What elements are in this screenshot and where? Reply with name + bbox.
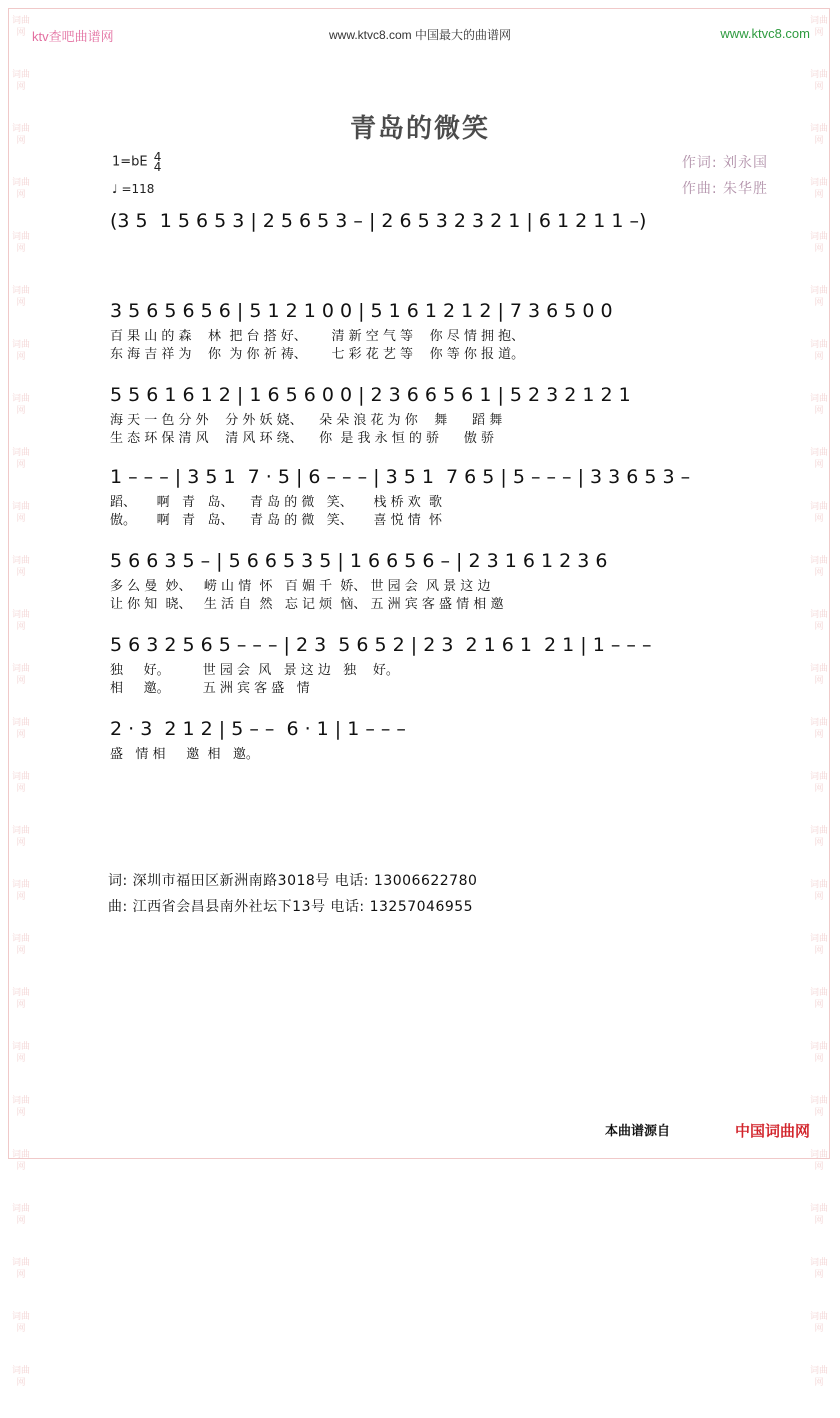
note-line: 5 6 3 2 5 6 5 – – – | 2 3 5 6 5 2 | 2 3 2 1 6 1 2 1 | 1 – – – [110,634,652,656]
lyric-line-2: 让 你 知 晓、 生 活 自 然 忘 记 烦 恼、 五 洲 宾 客 盛 情 相 邀 [110,597,504,612]
staff-row [110,208,750,238]
lyric-line-2: 傲。 啊 青 岛、 青 岛 的 微 笑、 喜 悦 情 怀 [110,513,442,528]
lyricist-contact: 词: 深圳市福田区新洲南路3018号 电话: 13006622780 [108,873,478,889]
staff-row [110,548,750,614]
watermark-text: 词曲网 [11,933,30,955]
watermark-text: 词曲网 [11,231,30,253]
staff-row [110,298,750,364]
time-signature-top: 4 [153,150,162,164]
watermark-text: 词曲网 [11,501,30,523]
site-brand-right[interactable]: www.ktvc8.com [720,26,810,41]
note-line: 5 5 6 1 6 1 2 | 1 6 5 6 0 0 | 2 3 6 6 5 6 1 | 5 2 3 2 1 2 1 [110,384,631,406]
tempo-marking: ♩ =118 [112,182,155,196]
watermark-text: 词曲网 [809,1149,828,1171]
watermark-text: 词曲网 [11,123,30,145]
watermark-text: 词曲网 [11,1149,30,1171]
lyric-line-1: 海 天 一 色 分 外 分 外 妖 娆、 朵 朵 浪 花 为 你 舞 蹈 舞 [110,413,503,428]
note-line: (3 5 1 5 6 5 3 | 2 5 6 5 3 – | 2 6 5 3 2 3 2 1 | 6 1 2 1 1 –) [110,210,647,232]
watermark-text: 词曲网 [809,15,828,37]
lyric-line-2: 相 邀。 五 洲 宾 客 盛 情 [110,681,310,696]
staff-row [110,464,750,530]
watermark-text: 词曲网 [809,987,828,1009]
watermark-text: 词曲网 [11,987,30,1009]
watermark-text: 词曲网 [809,663,828,685]
watermark-text: 词曲网 [11,447,30,469]
watermark-text: 词曲网 [11,879,30,901]
watermark-text: 词曲网 [809,771,828,793]
time-signature-bottom: 4 [153,160,162,174]
composer-contact: 曲: 江西省会昌县南外社坛下13号 电话: 13257046955 [108,899,474,915]
watermark-text: 词曲网 [809,1257,828,1279]
watermark-text: 词曲网 [809,123,828,145]
lyric-line-1: 蹈、 啊 青 岛、 青 岛 的 微 笑、 栈 桥 欢 歌 [110,495,442,510]
watermark-text: 词曲网 [11,1041,30,1063]
lyric-line-1: 盛 情 相 邀 相 邀。 [110,747,259,762]
staff-row [110,632,750,698]
watermark-text: 词曲网 [809,1095,828,1117]
note-line: 2 · 3 2 1 2 | 5 – – 6 · 1 | 1 – – – [110,718,406,740]
watermark-text: 词曲网 [11,771,30,793]
lyricist-credit: 作词: 刘永国 [681,155,768,171]
watermark-text: 词曲网 [11,1203,30,1225]
watermark-text: 词曲网 [809,879,828,901]
watermark-text: 词曲网 [11,1095,30,1117]
key-signature-text: 1=bE [112,154,148,170]
watermark-text: 词曲网 [809,1365,828,1387]
watermark-text: 词曲网 [11,609,30,631]
note-line: 5 6 6 3 5 – | 5 6 6 5 3 5 | 1 6 6 5 6 – | 2 3 1 6 1 2 3 6 [110,550,608,572]
watermark-text: 词曲网 [809,1203,828,1225]
lyric-line-1: 多 么 曼 妙、 崂 山 情 怀 百 媚 千 娇、 世 园 会 风 景 这 边 [110,579,491,594]
watermark-text: 词曲网 [11,393,30,415]
watermark-text: 词曲网 [809,393,828,415]
watermark-text: 词曲网 [809,501,828,523]
site-brand-left[interactable]: ktv查吧曲谱网 [32,29,114,44]
watermark-text: 词曲网 [11,1365,30,1387]
note-line: 1 – – – | 3 5 1 7 · 5 | 6 – – – | 3 5 1 7 6 5 | 5 – – – | 3 3 6 5 3 – [110,466,691,488]
watermark-text: 词曲网 [809,339,828,361]
watermark-text: 词曲网 [809,933,828,955]
watermark-text: 词曲网 [809,717,828,739]
watermark-column-left [10,14,32,1387]
watermark-text: 词曲网 [809,609,828,631]
watermark-text: 词曲网 [809,231,828,253]
staff-row [110,382,750,448]
watermark-text: 词曲网 [809,555,828,577]
staff-row [110,716,750,764]
watermark-text: 词曲网 [809,177,828,199]
source-site-name[interactable]: 中国词曲网 [734,1122,810,1140]
watermark-column-right [808,14,830,1387]
watermark-text: 词曲网 [11,285,30,307]
watermark-text: 词曲网 [11,177,30,199]
watermark-text: 词曲网 [11,15,30,37]
source-label: 本曲谱源自 [604,1124,670,1139]
lyric-line-2: 生 态 环 保 清 风 清 风 环 绕、 你 是 我 永 恒 的 骄 傲 骄 [110,431,494,446]
lyric-line-2: 东 海 吉 祥 为 你 为 你 祈 祷、 七 彩 花 艺 等 你 等 你 报 道。 [110,347,525,362]
watermark-text: 词曲网 [809,825,828,847]
watermark-text: 词曲网 [809,1041,828,1063]
watermark-text: 词曲网 [11,1311,30,1333]
watermark-text: 词曲网 [11,717,30,739]
composer-credit: 作曲: 朱华胜 [681,181,768,197]
watermark-text: 词曲网 [809,285,828,307]
note-line: 3 5 6 5 6 5 6 | 5 1 2 1 0 0 | 5 1 6 1 2 1 2 | 7 3 6 5 0 0 [110,300,613,322]
lyric-line-1: 百 果 山 的 森 林 把 台 搭 好、 清 新 空 气 等 你 尽 情 拥 抱、 [110,329,525,344]
time-signature [154,152,162,172]
watermark-text: 词曲网 [809,447,828,469]
watermark-text: 词曲网 [809,69,828,91]
watermark-text: 词曲网 [11,555,30,577]
site-header-center: www.ktvc8.com 中国最大的曲谱网 [328,28,512,42]
key-signature [112,152,161,172]
watermark-text: 词曲网 [11,69,30,91]
watermark-text: 词曲网 [809,1311,828,1333]
watermark-text: 词曲网 [11,339,30,361]
watermark-text: 词曲网 [11,825,30,847]
watermark-text: 词曲网 [11,663,30,685]
watermark-text: 词曲网 [11,1257,30,1279]
lyric-line-1: 独 好。 世 园 会 风 景 这 边 独 好。 [110,663,399,678]
page-title: 青岛的微笑 [349,114,490,144]
